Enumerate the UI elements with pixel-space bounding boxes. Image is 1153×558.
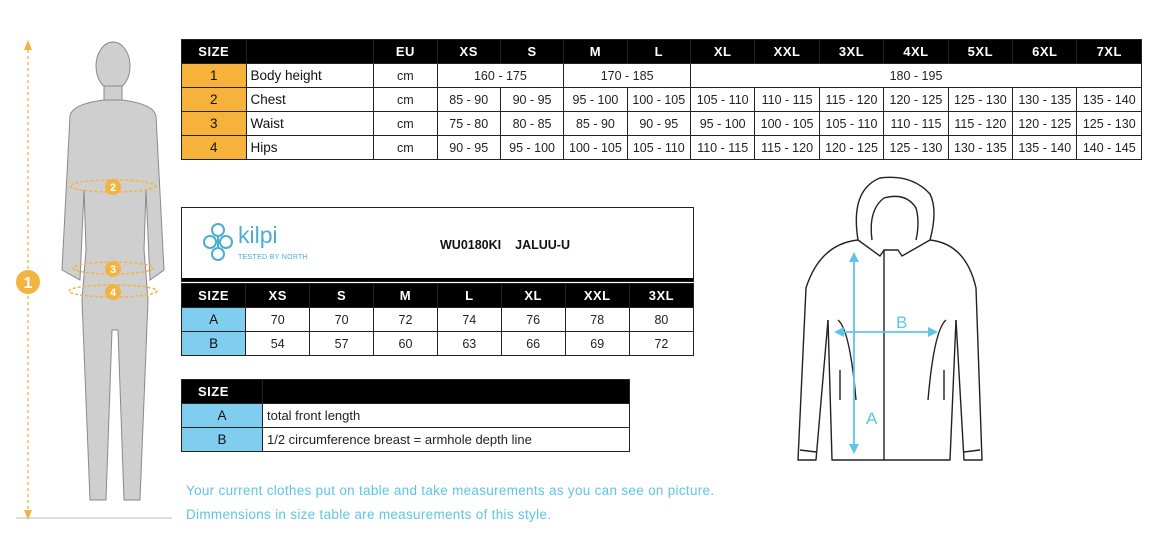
value-cell: 125 - 130 bbox=[1077, 112, 1142, 136]
value-cell: 105 - 110 bbox=[819, 112, 883, 136]
value-cell: 120 - 125 bbox=[1013, 112, 1077, 136]
table-row bbox=[182, 64, 1142, 88]
value-cell: 70 bbox=[246, 308, 310, 332]
row-number: 3 bbox=[182, 112, 247, 136]
value-cell: 105 - 110 bbox=[627, 136, 690, 160]
unit-cell: cm bbox=[374, 112, 437, 136]
col-header-label bbox=[246, 40, 374, 64]
table-row bbox=[182, 88, 1142, 112]
value-cell: 80 bbox=[629, 308, 693, 332]
brand-divider bbox=[182, 278, 693, 281]
value-cell: 57 bbox=[310, 332, 374, 356]
value-cell: 100 - 105 bbox=[564, 136, 627, 160]
figure-marker-4 bbox=[105, 284, 121, 300]
measurement-legend-table bbox=[181, 379, 630, 452]
value-cell: 110 - 115 bbox=[691, 136, 755, 160]
measure-a-label: A bbox=[866, 409, 878, 428]
range-cell: 160 - 175 bbox=[437, 64, 564, 88]
brand-name: kilpi bbox=[238, 222, 278, 248]
col-header-eu: EU bbox=[374, 40, 437, 64]
value-cell: 110 - 115 bbox=[884, 112, 948, 136]
table-row bbox=[182, 428, 630, 452]
value-cell: 70 bbox=[310, 308, 374, 332]
value-cell: 90 - 95 bbox=[627, 112, 690, 136]
col-header-3xl: 3XL bbox=[819, 40, 883, 64]
legend-description: 1/2 circumference breast = armhole depth line bbox=[263, 428, 630, 452]
garment-size-table bbox=[181, 283, 694, 356]
svg-text:2: 2 bbox=[109, 182, 117, 194]
svg-text:4: 4 bbox=[109, 287, 117, 299]
instruction-note: Dimmensions in size table are measurements of this style. bbox=[186, 507, 552, 522]
row-label: A bbox=[182, 404, 263, 428]
product-name: JALUU-U bbox=[515, 238, 570, 252]
value-cell: 74 bbox=[437, 308, 501, 332]
legend-description: total front length bbox=[263, 404, 630, 428]
body-figure bbox=[0, 30, 180, 530]
col-header-xl: XL bbox=[501, 284, 565, 308]
row-label: A bbox=[182, 308, 246, 332]
value-cell: 95 - 100 bbox=[691, 112, 755, 136]
table-row bbox=[182, 136, 1142, 160]
legend-header-blank bbox=[263, 380, 630, 404]
col-header-6xl: 6XL bbox=[1013, 40, 1077, 64]
value-cell: 100 - 105 bbox=[627, 88, 690, 112]
value-cell: 130 - 135 bbox=[948, 136, 1012, 160]
row-label: B bbox=[182, 332, 246, 356]
col-header-xs: XS bbox=[246, 284, 310, 308]
value-cell: 95 - 100 bbox=[564, 88, 627, 112]
row-label: B bbox=[182, 428, 263, 452]
value-cell: 115 - 120 bbox=[948, 112, 1012, 136]
value-cell: 115 - 120 bbox=[755, 136, 819, 160]
row-number: 4 bbox=[182, 136, 247, 160]
value-cell: 135 - 140 bbox=[1013, 136, 1077, 160]
row-label: Waist bbox=[246, 112, 374, 136]
value-cell: 75 - 80 bbox=[437, 112, 500, 136]
unit-cell: cm bbox=[374, 64, 437, 88]
value-cell: 125 - 130 bbox=[884, 136, 948, 160]
col-header-l: L bbox=[437, 284, 501, 308]
value-cell: 140 - 145 bbox=[1077, 136, 1142, 160]
body-size-table bbox=[181, 39, 1142, 160]
col-header-xxl: XXL bbox=[565, 284, 629, 308]
value-cell: 105 - 110 bbox=[691, 88, 755, 112]
col-header-s: S bbox=[310, 284, 374, 308]
value-cell: 72 bbox=[374, 308, 438, 332]
value-cell: 115 - 120 bbox=[819, 88, 883, 112]
product-title bbox=[440, 238, 584, 252]
body-size-header-row bbox=[182, 40, 1142, 64]
measure-b-label: B bbox=[896, 313, 908, 332]
legend-header-row bbox=[182, 380, 630, 404]
value-cell: 80 - 85 bbox=[500, 112, 563, 136]
table-row bbox=[182, 112, 1142, 136]
figure-marker-1 bbox=[16, 270, 40, 294]
row-label: Body height bbox=[246, 64, 374, 88]
value-cell: 95 - 100 bbox=[500, 136, 563, 160]
col-header-5xl: 5XL bbox=[948, 40, 1012, 64]
value-cell: 120 - 125 bbox=[884, 88, 948, 112]
value-cell: 76 bbox=[501, 308, 565, 332]
value-cell: 120 - 125 bbox=[819, 136, 883, 160]
unit-cell: cm bbox=[374, 88, 437, 112]
table-row bbox=[182, 332, 694, 356]
row-number: 2 bbox=[182, 88, 247, 112]
table-row bbox=[182, 308, 694, 332]
value-cell: 72 bbox=[629, 332, 693, 356]
range-cell: 180 - 195 bbox=[691, 64, 1142, 88]
legend-header-size: SIZE bbox=[182, 380, 263, 404]
row-label: Hips bbox=[246, 136, 374, 160]
table-row bbox=[182, 404, 630, 428]
col-header-size: SIZE bbox=[182, 40, 247, 64]
col-header-l: L bbox=[627, 40, 690, 64]
range-cell: 170 - 185 bbox=[564, 64, 691, 88]
value-cell: 85 - 90 bbox=[564, 112, 627, 136]
col-header-7xl: 7XL bbox=[1077, 40, 1142, 64]
col-header-xl: XL bbox=[691, 40, 755, 64]
brand-header bbox=[181, 207, 694, 282]
row-label: Chest bbox=[246, 88, 374, 112]
col-header-xxl: XXL bbox=[755, 40, 819, 64]
svg-text:3: 3 bbox=[109, 264, 117, 276]
brand-tagline: TESTED BY NORTH bbox=[238, 254, 308, 261]
col-header-4xl: 4XL bbox=[884, 40, 948, 64]
instruction-note: Your current clothes put on table and take measurements as you can see on picture. bbox=[186, 483, 715, 498]
value-cell: 125 - 130 bbox=[948, 88, 1012, 112]
measure-b-arrow bbox=[834, 327, 938, 337]
value-cell: 90 - 95 bbox=[500, 88, 563, 112]
col-header-m: M bbox=[564, 40, 627, 64]
value-cell: 66 bbox=[501, 332, 565, 356]
row-number: 1 bbox=[182, 64, 247, 88]
value-cell: 110 - 115 bbox=[755, 88, 819, 112]
col-header-3xl: 3XL bbox=[629, 284, 693, 308]
product-code: WU0180KI bbox=[440, 238, 502, 252]
value-cell: 69 bbox=[565, 332, 629, 356]
value-cell: 130 - 135 bbox=[1013, 88, 1077, 112]
value-cell: 100 - 105 bbox=[755, 112, 819, 136]
unit-cell: cm bbox=[374, 136, 437, 160]
value-cell: 78 bbox=[565, 308, 629, 332]
value-cell: 135 - 140 bbox=[1077, 88, 1142, 112]
figure-marker-2 bbox=[105, 179, 121, 195]
svg-text:1: 1 bbox=[23, 275, 33, 292]
value-cell: 54 bbox=[246, 332, 310, 356]
value-cell: 60 bbox=[374, 332, 438, 356]
col-header-xs: XS bbox=[437, 40, 500, 64]
col-header-size: SIZE bbox=[182, 284, 246, 308]
col-header-s: S bbox=[500, 40, 563, 64]
value-cell: 85 - 90 bbox=[437, 88, 500, 112]
value-cell: 63 bbox=[437, 332, 501, 356]
col-header-m: M bbox=[374, 284, 438, 308]
figure-marker-3 bbox=[105, 261, 121, 277]
jacket-diagram bbox=[780, 170, 1000, 482]
value-cell: 90 - 95 bbox=[437, 136, 500, 160]
garment-header-row bbox=[182, 284, 694, 308]
